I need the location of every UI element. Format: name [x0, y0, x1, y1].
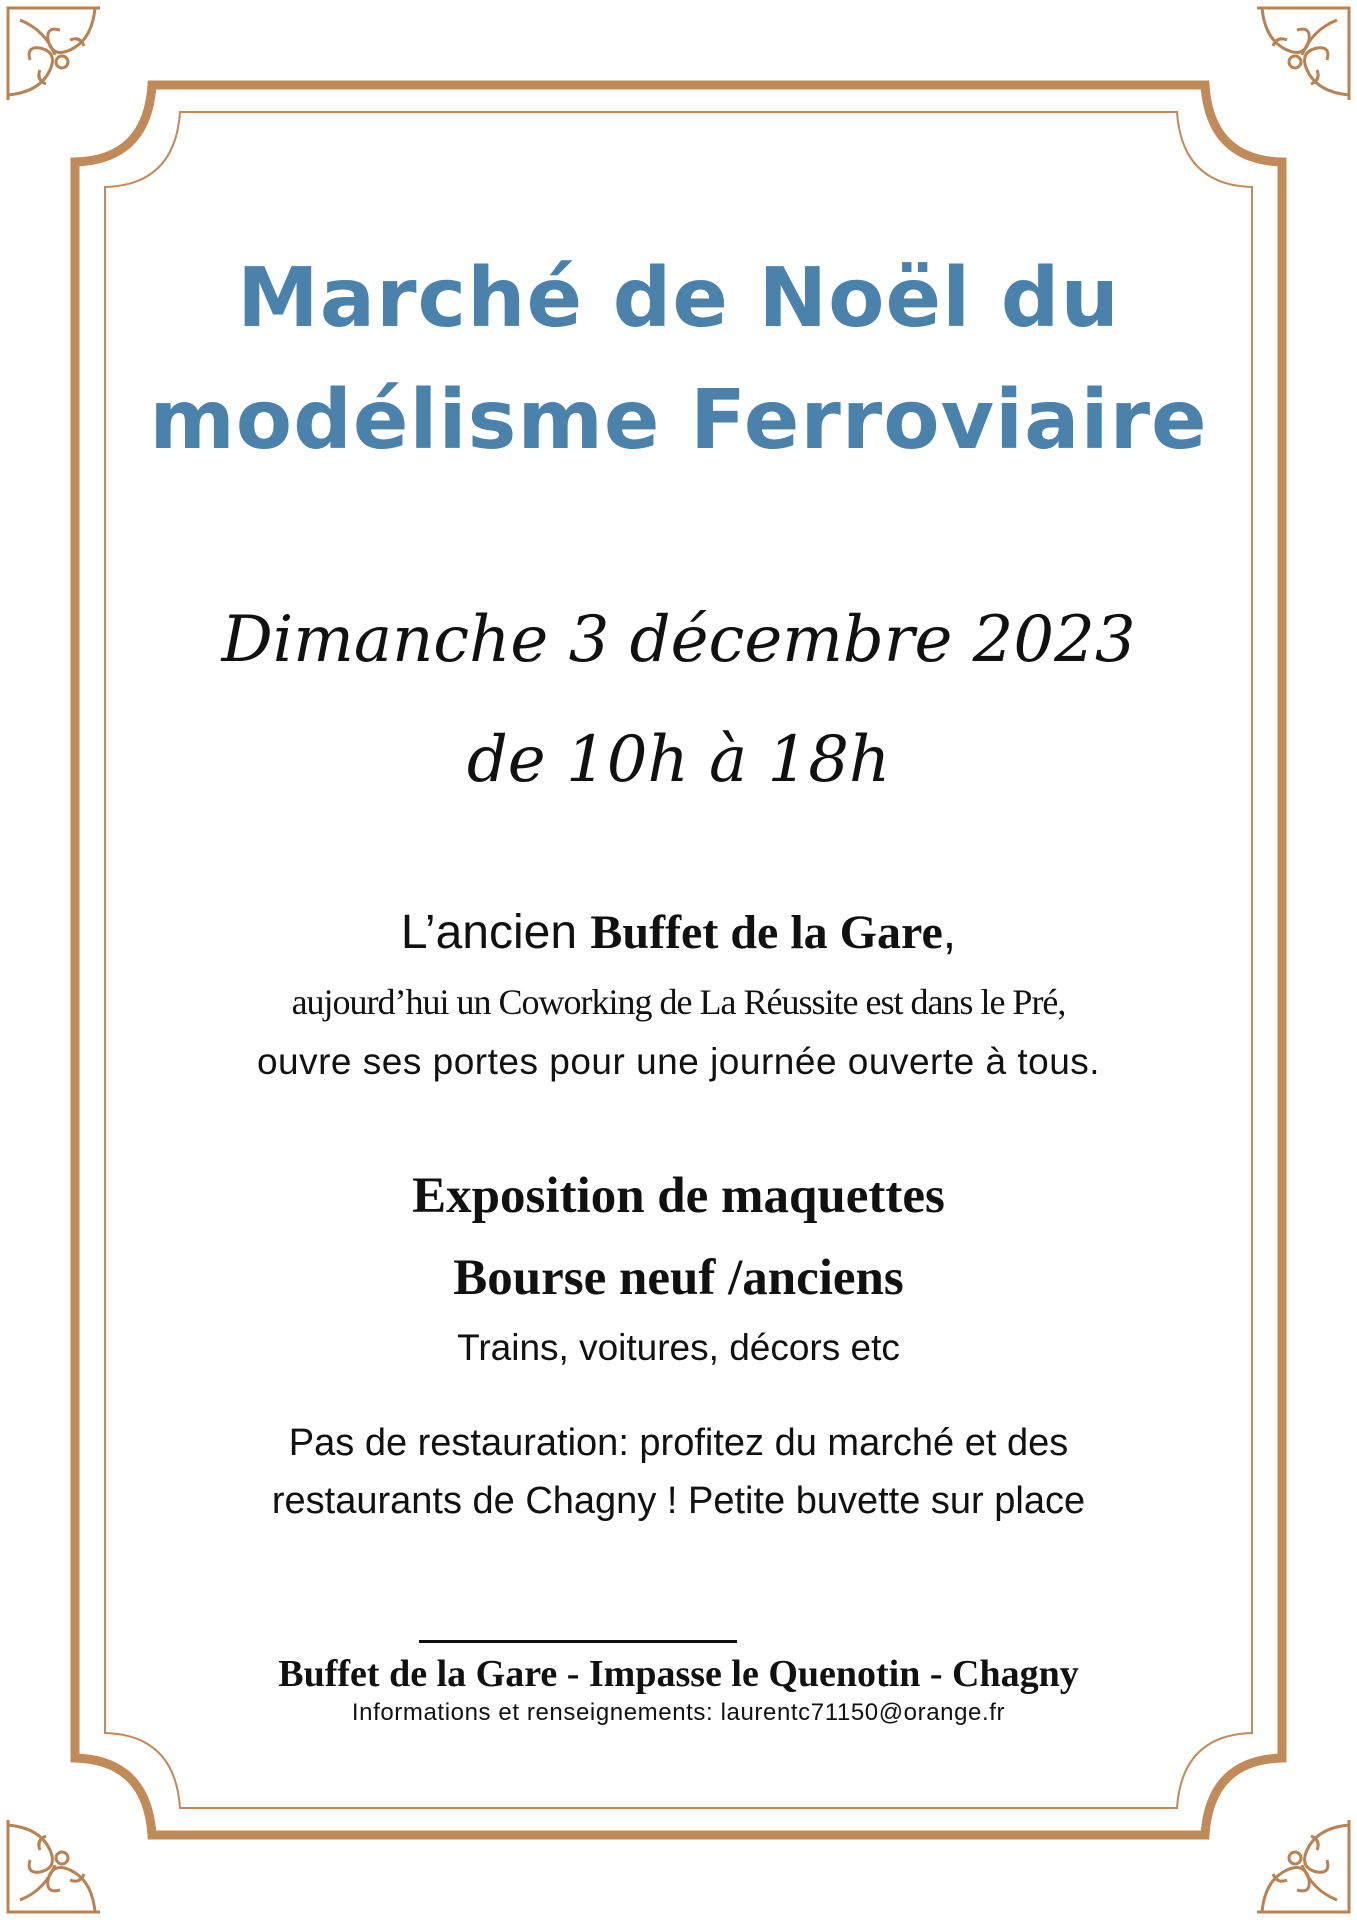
page-title	[100, 238, 1257, 482]
footer-contact: Informations et renseignements: laurentc71150@orange.fr	[351, 1699, 1006, 1726]
footer-address: Buffet de la Gare - Impasse le Quenotin - Chagny	[278, 1653, 1079, 1695]
venue-name: Buffet de la Gare	[590, 906, 943, 959]
venue-intro	[100, 895, 1257, 971]
title-line-1: Marché de Noël du	[237, 251, 1120, 346]
event-date	[100, 580, 1257, 820]
exhibition-items: Trains, voitures, décors etc	[457, 1327, 900, 1368]
catering-note	[100, 1414, 1257, 1530]
venue-suffix: ,	[942, 906, 957, 959]
event-hours: de 10h à 18h	[466, 723, 891, 797]
venue-prefix: L’ancien	[400, 906, 591, 959]
event-day: Dimanche 3 décembre 2023	[221, 603, 1136, 677]
exhibition-heading: Exposition de maquettes	[412, 1168, 945, 1224]
exhibition-section	[100, 1155, 1257, 1377]
catering-line-1: Pas de restauration: profitez du marché et des	[288, 1422, 1069, 1464]
corner-ornament-icon	[0, 0, 110, 110]
venue-line-2: aujourd’hui un Coworking de La Réussite est dans le Pré,	[291, 982, 1066, 1022]
corner-ornament-icon	[0, 1810, 110, 1920]
catering-line-2: restaurants de Chagny ! Petite buvette sur place	[271, 1480, 1086, 1522]
corner-ornament-icon	[1247, 0, 1357, 110]
exchange-heading: Bourse neuf /anciens	[453, 1250, 904, 1306]
title-line-2: modélisme Ferroviaire	[149, 373, 1208, 468]
footer-divider	[419, 1640, 737, 1643]
venue-line-3: ouvre ses portes pour une journée ouverte à tous.	[256, 1041, 1101, 1082]
corner-ornament-icon	[1247, 1810, 1357, 1920]
venue-description	[100, 895, 1257, 1091]
